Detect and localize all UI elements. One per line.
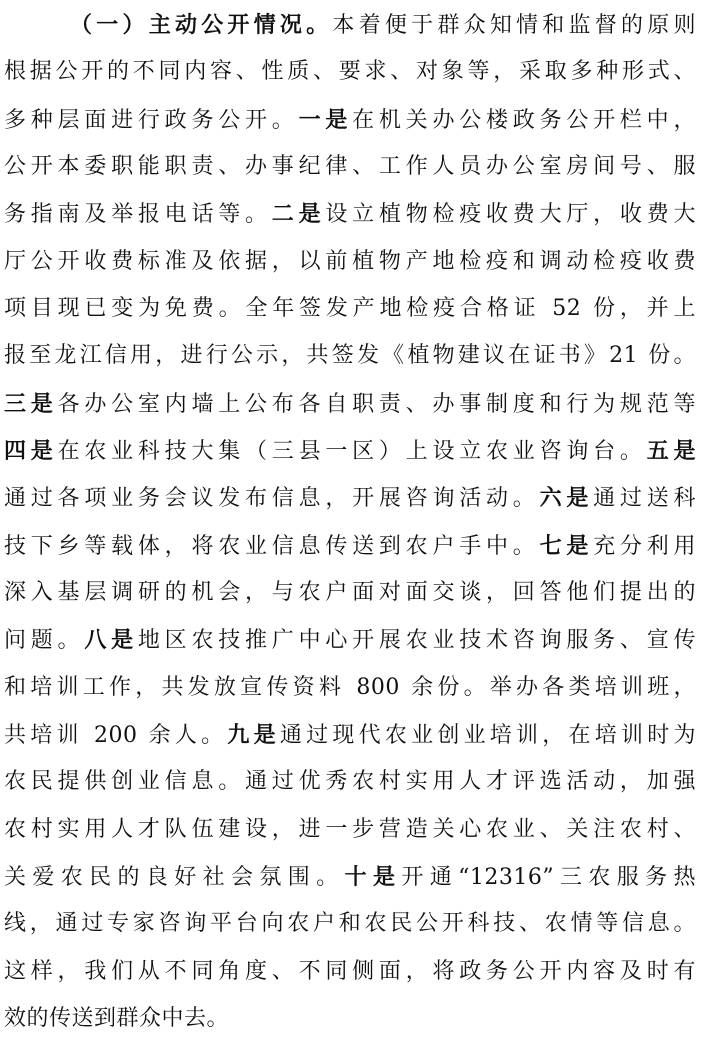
body-text: 关爱农民的良好社会氛围。 — [4, 865, 345, 890]
emphasis-text: 六是 — [539, 485, 594, 511]
body-text: 根据公开的不同内容、性质、要求、对象等，采取多种形式、 — [4, 59, 696, 84]
text-line — [4, 999, 229, 1039]
text-line — [4, 573, 696, 613]
body-text: 问题。 — [4, 628, 85, 653]
body-text: 农村实用人才队伍建设，进一步营造关心农业、关注农村、 — [4, 817, 696, 842]
text-line — [4, 526, 696, 566]
body-text: 设立植物检疫收费大厅，收费大 — [325, 202, 696, 227]
emphasis-text: 五是 — [646, 438, 696, 464]
body-text: 公开本委职能职责、办事纪律、工作人员办公室房间号、服 — [4, 154, 696, 179]
body-text: 充分利用 — [593, 534, 696, 559]
emphasis-text: 二是 — [271, 201, 326, 227]
body-text: 这样，我们从不同角度、不同侧面，将政务公开内容及时有 — [4, 959, 696, 984]
body-text: 通过送科 — [593, 486, 696, 511]
body-text: 效的传送到群众中去。 — [4, 1006, 230, 1031]
emphasis-text: 十是 — [344, 864, 402, 890]
emphasis-text: （一）主动公开情况。 — [70, 12, 333, 38]
body-text: 报至龙江信用，进行公示，共签发《植物建议在证书》21 份。 — [4, 343, 696, 368]
body-text: 项目现已变为免费。全年签发产地检疫合格证 52 份，并上 — [4, 296, 696, 321]
body-text: 在机关办公楼政务公开栏中， — [352, 108, 696, 133]
body-text: 农民提供创业信息。通过优秀农村实用人才评选活动，加强 — [4, 769, 696, 794]
text-line — [70, 5, 696, 45]
text-line — [4, 384, 696, 424]
body-text: 本着便于群众知情和监督的原则 — [332, 13, 696, 38]
body-text: 线，通过专家咨询平台向农户和农民公开科技、农情等信息。 — [4, 911, 696, 936]
body-text: 在农业科技大集（三县一区）上设立农业咨询台。 — [57, 439, 647, 464]
body-text: 各办公室内墙上公布各自职责、办事制度和行为规范等 — [57, 392, 696, 417]
text-line — [4, 147, 696, 187]
text-line — [4, 289, 696, 329]
text-line — [4, 715, 696, 755]
body-text: 和培训工作，共发放宣传资料 800 余份。举办各类培训班， — [4, 675, 696, 700]
text-line — [4, 904, 696, 944]
text-line — [4, 478, 696, 518]
emphasis-text: 八是 — [84, 627, 138, 653]
body-text: 深入基层调研的机会，与农户面对面交谈，回答他们提出的 — [4, 580, 696, 605]
emphasis-text: 三是 — [4, 391, 58, 417]
body-text: 共培训 200 余人。 — [4, 723, 228, 748]
text-line — [4, 620, 696, 660]
text-line — [4, 194, 696, 234]
emphasis-text: 九是 — [227, 722, 280, 748]
text-line — [4, 431, 696, 471]
emphasis-text: 四是 — [4, 438, 58, 464]
body-text: 厅公开收费标准及依据，以前植物产地检疫和调动检疫收费 — [4, 249, 696, 274]
body-text: 技下乡等载体，将农业信息传送到农户手中。 — [4, 534, 540, 559]
text-line — [4, 242, 696, 282]
body-text: 地区农技推广中心开展农业技术咨询服务、宣传 — [137, 628, 696, 653]
text-line — [4, 857, 696, 897]
body-text: 多种层面进行政务公开。 — [4, 108, 299, 133]
text-line — [4, 336, 696, 376]
body-text: 通过各项业务会议发布信息，开展咨询活动。 — [4, 486, 540, 511]
text-line — [4, 762, 696, 802]
text-line — [4, 668, 696, 708]
text-line — [4, 100, 696, 140]
text-line — [4, 52, 696, 92]
body-text: 务指南及举报电话等。 — [4, 202, 272, 227]
emphasis-text: 七是 — [539, 533, 594, 559]
body-text: 开通“12316”三农服务热 — [401, 865, 696, 890]
text-line — [4, 952, 696, 992]
emphasis-text: 一是 — [298, 107, 353, 133]
text-line — [4, 810, 696, 850]
body-text: 通过现代农业创业培训，在培训时为 — [279, 723, 696, 748]
